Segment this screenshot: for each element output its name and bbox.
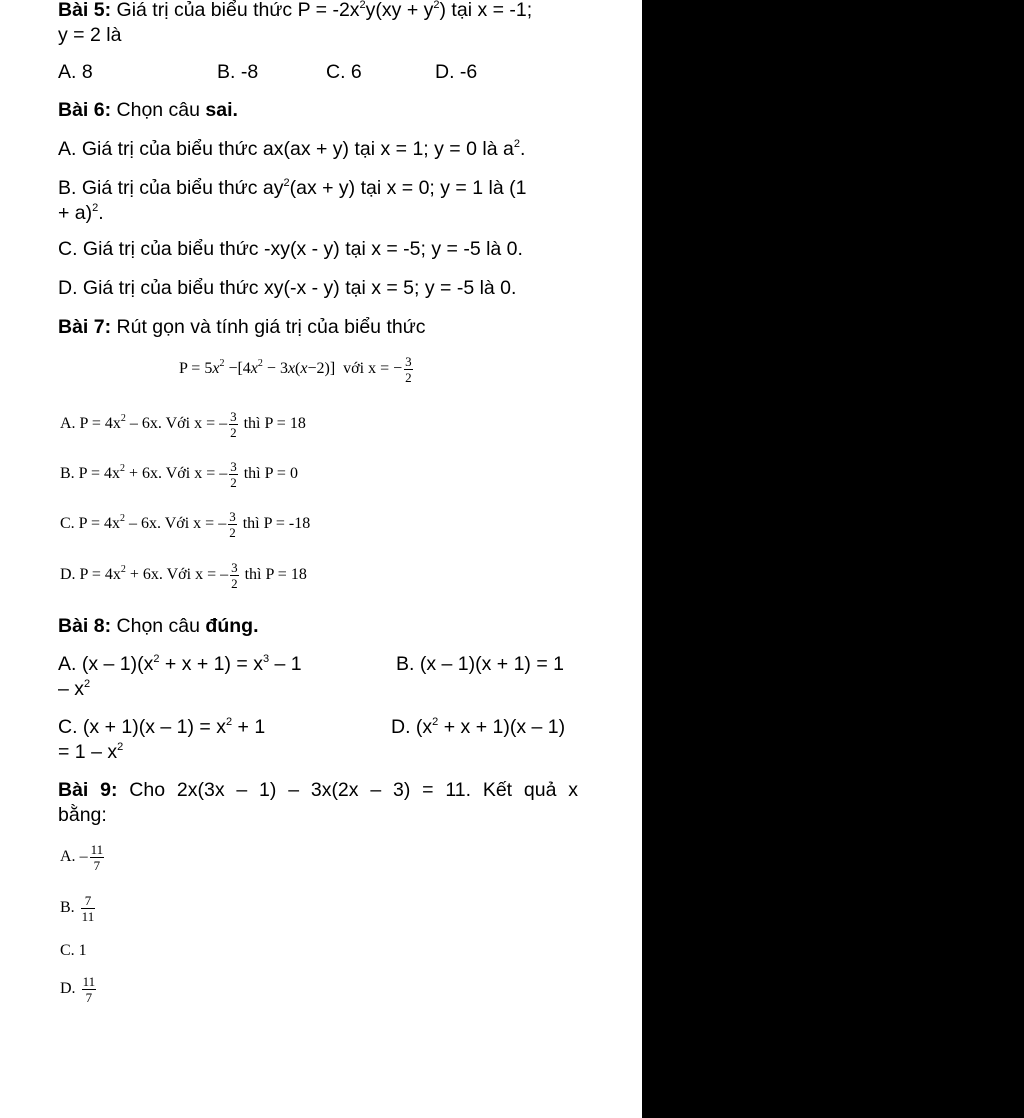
b6-option-d: D. Giá trị của biểu thức xy(-x - y) tại x = 5; y = -5 là 0. xyxy=(58,277,517,299)
b8-title: Bài 8: Chọn câu đúng. xyxy=(58,615,259,637)
fraction: $\frac{11}{7}$ xyxy=(90,842,104,873)
b5-question-line2: y = 2 là xyxy=(58,24,122,46)
b9-option-c: C. 1 xyxy=(60,942,87,959)
b8-option-d-line2: = $1 - x^2$ xyxy=(58,741,124,763)
b6-option-b-line2: + a)$^2$. xyxy=(58,202,104,224)
b9-option-d: D. $\frac{11}{7}$ xyxy=(60,974,96,1005)
b8-label: Bài 8: xyxy=(58,615,112,637)
b7-title: Bài 7: Rút gọn và tính giá trị của biểu thức xyxy=(58,316,426,338)
b6-option-b-line1: B. Giá trị của biểu thức $ay^2(ax + y)$ tại x = 0; y = 1 là (1 xyxy=(58,177,527,199)
b9-label: Bài 9: xyxy=(58,779,118,801)
fraction: $\frac{3}{2}$ xyxy=(229,509,236,540)
b7-label: Bài 7: xyxy=(58,316,112,338)
b8-option-c: C. $(x + 1)(x - 1) = x^2 + 1$ xyxy=(58,716,266,738)
b7-option-c: C. $P = 4x^2 - 6x$. Với x = – $\frac{3}{2}$ thì P = -18 xyxy=(60,509,311,540)
b5-question-line1: Bài 5: Giá trị của biểu thức $P = -2x^2y(xy + y^2)$ tại x = -1; xyxy=(58,0,533,21)
b7-option-a: A. $P = 4x^2 - 6x$. Với x = – $\frac{3}{2}$ thì P = 18 xyxy=(60,409,306,440)
b8-option-b-line2: – $x^2$ xyxy=(58,678,91,700)
b6-label: Bài 6: xyxy=(58,99,112,121)
b5-option-a: A. 8 xyxy=(58,61,93,83)
b5-option-d: D. -6 xyxy=(435,61,478,83)
b8-option-a: A. $(x - 1)(x^2 + x + 1) = x^3 - 1$ xyxy=(58,653,302,675)
b6-title: Bài 6: Chọn câu sai. xyxy=(58,99,238,121)
b7-expression: $P = 5x^2 -[4x^2 - 3x(x-2)]$ với x = − $\frac{3}{2}$ xyxy=(179,354,412,385)
b9-option-a: A. – $\frac{11}{7}$ xyxy=(60,842,104,873)
b7-option-b: B. $P = 4x^2 + 6x$. Với x = – $\frac{3}{2}$ thì P = 0 xyxy=(60,459,298,490)
b6-option-c: C. Giá trị của biểu thức -xy(x - y) tại x = -5; y = -5 là 0. xyxy=(58,238,523,260)
b9-option-b: B. $\frac{7}{11}$ xyxy=(60,893,95,924)
b5-label: Bài 5: xyxy=(58,0,112,21)
b9-question-line2: bằng: xyxy=(58,804,107,826)
b8-option-d-line1: D. $(x^2 + x + 1)(x - 1)$ xyxy=(391,716,566,738)
fraction: $\frac{3}{2}$ xyxy=(230,459,237,490)
fraction: $\frac{3}{2}$ xyxy=(231,560,238,591)
fraction: $\frac{3}{2}$ xyxy=(230,409,237,440)
b7-option-d: D. $P = 4x^2 + 6x$. Với x = – $\frac{3}{2}$ thì P = 18 xyxy=(60,560,307,591)
b9-question-line1: Bài 9: Cho 2x(3x – 1) – 3x(2x – 3) = 11. Kết quả x xyxy=(58,779,578,801)
b8-option-b-line1: B. (x – 1)(x + 1) = 1 xyxy=(396,653,564,675)
fraction: $\frac{7}{11}$ xyxy=(81,893,95,924)
b5-option-c: C. 6 xyxy=(326,61,362,83)
b5-option-b: B. -8 xyxy=(217,61,259,83)
fraction: $\frac{3}{2}$ xyxy=(405,354,412,385)
fraction: $\frac{11}{7}$ xyxy=(82,974,96,1005)
b6-option-a: A. Giá trị của biểu thức ax(ax + y) tại x = 1; y = 0 là $a^2$. xyxy=(58,138,526,160)
